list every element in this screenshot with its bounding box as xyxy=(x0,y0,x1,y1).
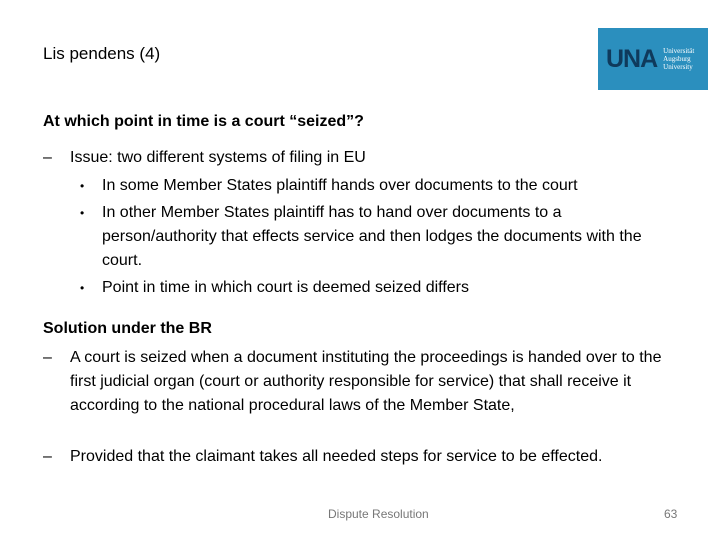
dash-marker: – xyxy=(43,149,52,166)
list-item-text: A court is seized when a document instituting the proceedings is handed over to the first judicial organ (court or authority responsible for service) that shall receive it according to the national procedural laws of the Member State, xyxy=(70,349,662,414)
page-number: 63 xyxy=(664,507,678,521)
section-heading-solution: Solution under the BR xyxy=(43,320,212,337)
logo-text: Universität Augsburg University xyxy=(663,47,695,71)
dash-marker: – xyxy=(43,448,52,465)
sub-list-item-text: In some Member States plaintiff hands over documents to the court xyxy=(102,177,578,194)
list-item-text: Provided that the claimant takes all needed steps for service to be effected. xyxy=(70,448,603,465)
bullet-marker: • xyxy=(80,281,85,295)
section-heading-seized: At which point in time is a court “seized”? xyxy=(43,113,364,130)
bullet-marker: • xyxy=(80,206,85,220)
sub-list-item-text: In other Member States plaintiff has to hand over documents to a person/authority that effects service and then lodges the documents with the court. xyxy=(102,204,642,269)
footer-title: Dispute Resolution xyxy=(328,507,429,521)
bullet-marker: • xyxy=(80,179,85,193)
university-logo xyxy=(598,28,708,90)
list-item-text: Issue: two different systems of filing in EU xyxy=(70,149,366,166)
dash-marker: – xyxy=(43,349,52,366)
slide-title: Lis pendens (4) xyxy=(43,44,161,63)
sub-list-item-text: Point in time in which court is deemed seized differs xyxy=(102,279,469,296)
logo-mark: UNA xyxy=(606,44,658,73)
